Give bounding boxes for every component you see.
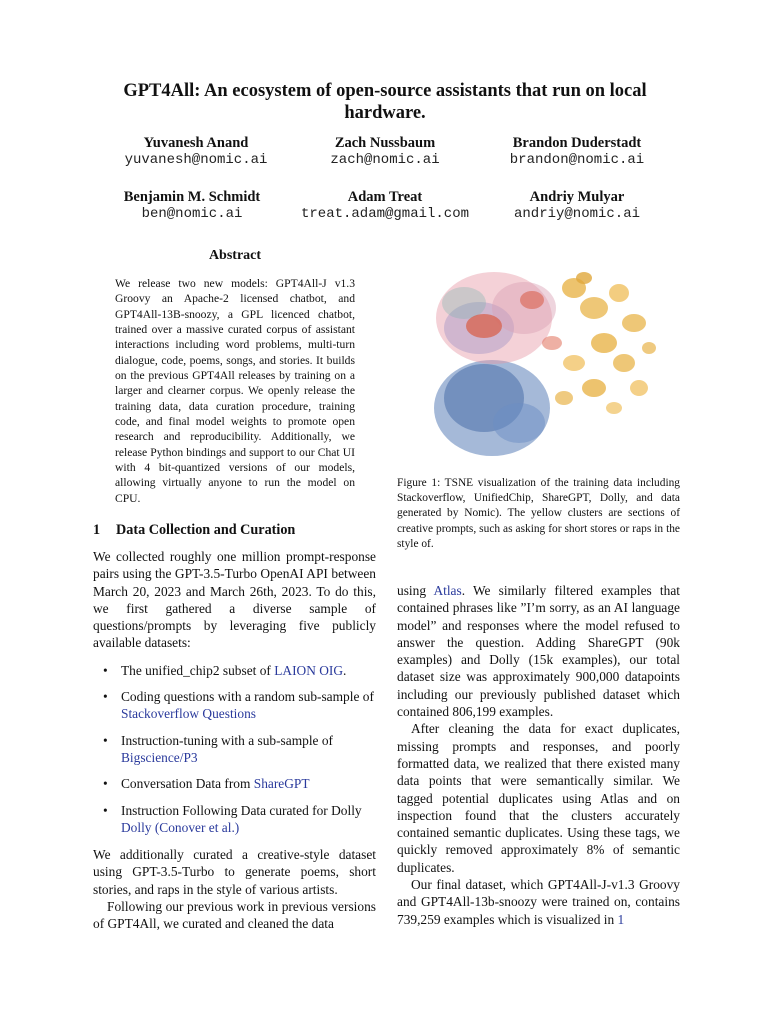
section-heading (93, 522, 295, 539)
paragraph: using Atlas. We similarly filtered examples that contained phrases like ”I’m sorry, as an AI language model” and responses where the model refused to answer the question. Adding ShareGPT (90k examples) and Dolly (15k examples), our total dataset size was approximately 900,000 datapoints including our previously published dataset which contained 806,199 examples. (397, 583, 680, 720)
author-1 (96, 134, 296, 169)
author-email: yuvanesh@nomic.ai (124, 152, 268, 168)
right-column (397, 582, 680, 928)
abstract-heading: Abstract (208, 248, 262, 263)
list-item: • The unified_chip2 subset of LAION OIG. (103, 662, 347, 678)
list-item: • Instruction-tuning with a sub-sample of Bigscience/P3 (103, 732, 333, 765)
tsne-yellow-clusters (555, 272, 656, 414)
author-email: brandon@nomic.ai (509, 152, 645, 168)
author-email: ben@nomic.ai (141, 206, 243, 222)
left-column (93, 548, 376, 933)
author-5 (285, 188, 485, 223)
author-name: Andriy Mulyar (529, 189, 625, 205)
atlas-link[interactable]: Atlas (433, 583, 462, 598)
paragraph: We collected roughly one million prompt-response pairs using the GPT-3.5-Turbo OpenAI API between March 20, 2023 and March 26th, 2023. To do this, we first gathered a diverse sample of questions/prompts by leveraging five publicly available datasets: (93, 549, 376, 651)
figure-ref-link[interactable]: 1 (617, 911, 625, 927)
list-item: • Conversation Data from ShareGPT (103, 776, 310, 792)
author-4 (92, 188, 292, 223)
paper-title: GPT4All: An ecosystem of open-source assistants that run on local hardware. (123, 81, 647, 123)
author-name: Benjamin M. Schmidt (123, 189, 261, 205)
section-number: 1 (93, 522, 101, 538)
paragraph: We additionally curated a creative-style dataset using GPT-3.5-Turbo to generate poems, short stories, and raps in the style of various artists. (93, 847, 376, 897)
list-item: • Coding questions with a random sub-sample of Stackoverflow Questions (103, 689, 374, 722)
author-name: Brandon Duderstadt (512, 135, 642, 151)
tsne-blue-cluster (434, 360, 550, 456)
laion-oig-link[interactable]: LAION OIG (274, 662, 344, 678)
dolly-link[interactable]: Dolly (Conover et al.) (121, 819, 240, 835)
author-2 (285, 134, 485, 169)
sharegpt-link[interactable]: ShareGPT (253, 776, 310, 792)
tsne-figure (424, 248, 664, 473)
figure-caption: Figure 1: TSNE visualization of the training data including Stackoverflow, UnifiedChip, ShareGPT, Dolly, and data generated by Nomic). The yellow clusters are sections of creative prompts, such as asking for short stores or raps in the style of. (397, 477, 680, 550)
author-3 (477, 134, 677, 169)
stackoverflow-link[interactable]: Stackoverflow Questions (121, 706, 256, 722)
author-email: treat.adam@gmail.com (300, 206, 470, 222)
paragraph: Following our previous work in previous versions of GPT4All, we curated and cleaned the data (93, 899, 376, 932)
abstract-body: We release two new models: GPT4All-J v1.3 Groovy an Apache-2 licensed chatbot, and GPT4All-13B-snoozy, a GPL licenced chatbot, trained over a massive curated corpus of assistant interactions including word problems, multi-turn dialogue, code, poems, songs, and stories. It builds on the previous GPT4All releases by training on a larger and clearner corpus. We openly release the training data, data curation procedure, training code, and final model weights to promote open research and reproducibility. Additionally, we release Python bindings and support to our Chat UI with 4 bit-quantized versions of our models, allowing virtually anyone to run the model on CPU. (115, 277, 355, 505)
author-email: andriy@nomic.ai (513, 206, 641, 222)
paragraph: Our final dataset, which GPT4All-J-v1.3 Groovy and GPT4All-13b-snoozy were trained on, contains 739,259 examples which is visualized in 1 (397, 877, 680, 927)
author-6 (477, 188, 677, 223)
author-email: zach@nomic.ai (330, 152, 440, 168)
bigscience-link[interactable]: Bigscience/P3 (121, 749, 198, 765)
dataset-list (93, 662, 376, 836)
section-title: Data Collection and Curation (116, 522, 296, 538)
list-item: • Instruction Following Data curated for Dolly Dolly (Conover et al.) (103, 802, 362, 835)
paragraph: After cleaning the data for exact duplicates, missing prompts and responses, and poorly formatted data, we realized that there existed many data points that were semantically similar. We tagged potential duplicates using Atlas and on inspection found that the clusters accurately contained semantic duplicates. Using these tags, we quickly removed approximately 8% of semantic duplicates. (397, 721, 680, 875)
author-name: Zach Nussbaum (334, 135, 436, 151)
author-name: Adam Treat (347, 189, 423, 205)
author-name: Yuvanesh Anand (143, 135, 249, 151)
